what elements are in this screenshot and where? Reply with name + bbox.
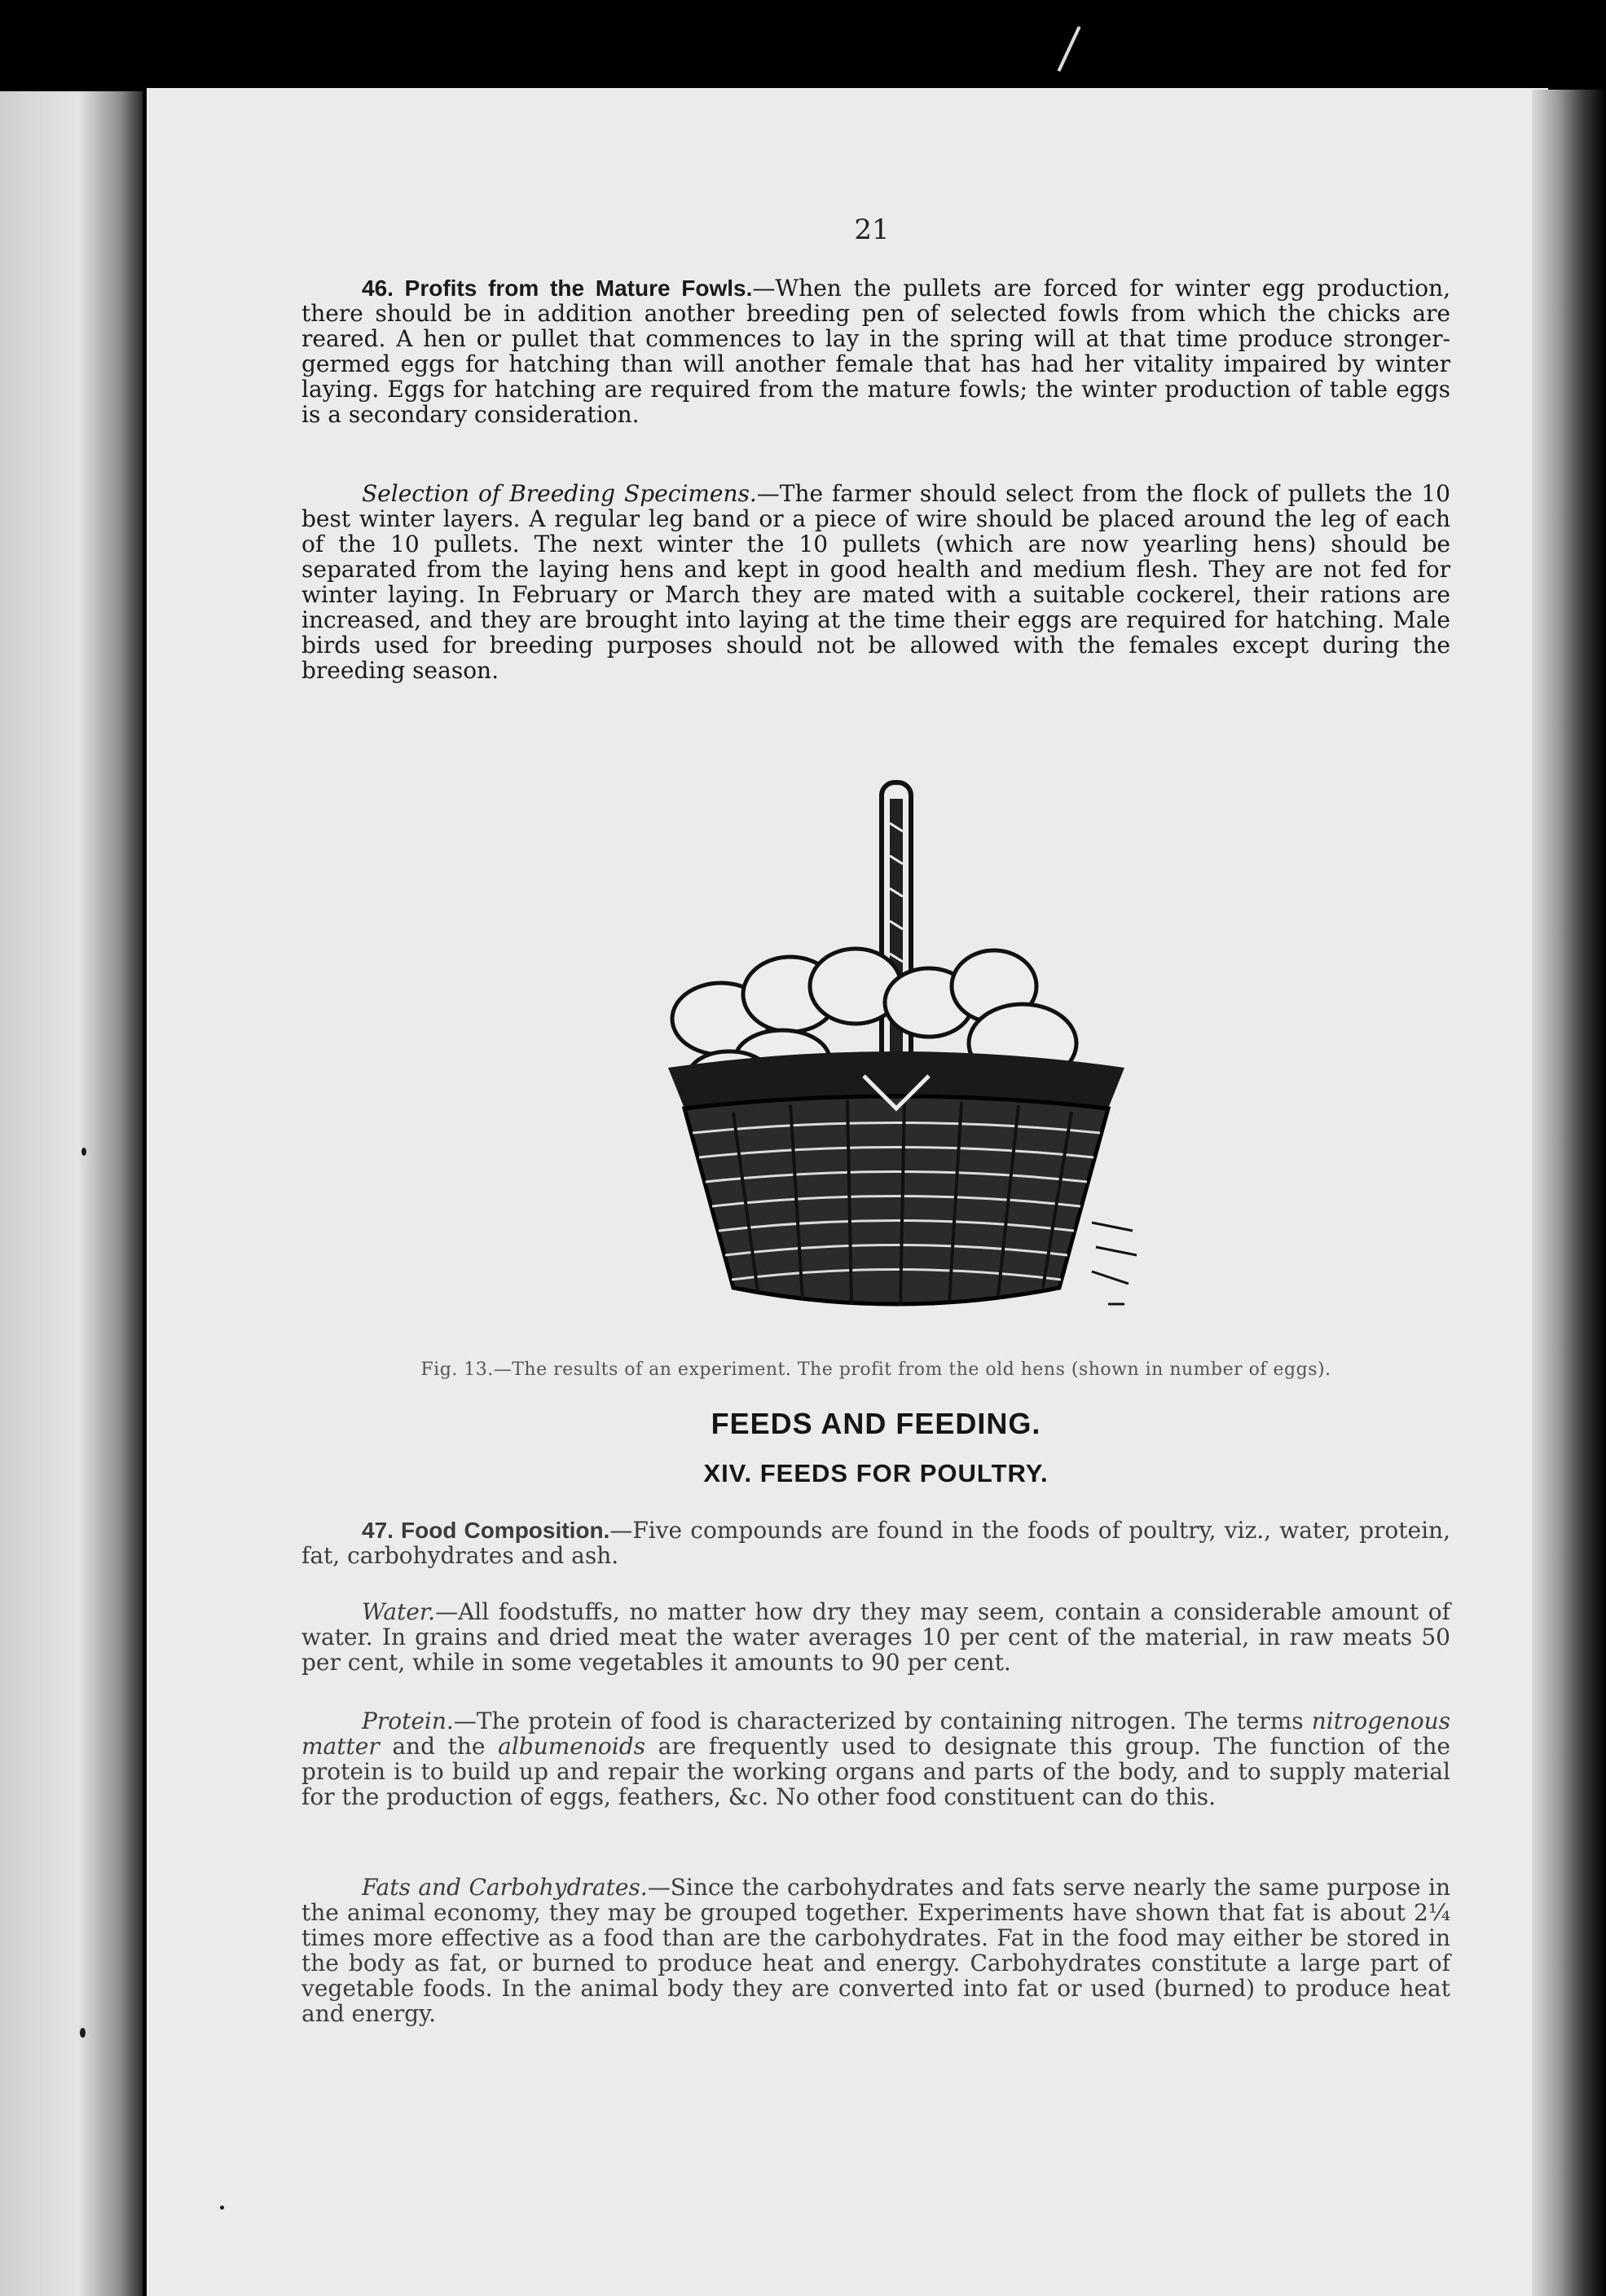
scan-mark bbox=[1058, 26, 1081, 72]
selection-title: Selection of Breeding Specimens. bbox=[362, 480, 757, 507]
section-47-text: Five compounds are found in the foods of poultry, viz., water, protein, fat, carbohydrates and ash. bbox=[301, 1517, 1450, 1569]
selection-text: The farmer should select from the flock of pullets the 10 best winter layers. A regular leg band or a piece of wire should be placed around the leg of each of the 10 pullets. The next winter the 10 pullets (which are now yearling hens) should be separated from the laying hens and kept in good health and medium flesh. They are not fed for winter laying. In February or March they are mated with a suitable cockerel, their rations are increased, and they are brought into laying at the time their eggs are required for hatching. Male birds used for breeding purposes should not be allowed with the females except during the breeding season. bbox=[301, 480, 1450, 684]
section-47-title: 47. Food Composition. bbox=[362, 1518, 610, 1543]
protein-text-a: The protein of food is characterized by containing nitrogen. The terms bbox=[476, 1708, 1304, 1734]
page-stack-edge bbox=[1532, 90, 1606, 2296]
protein-term-albumenoids: albumenoids bbox=[498, 1733, 645, 1760]
basket-body bbox=[668, 1051, 1124, 1306]
fats-text: Since the carbohydrates and fats serve nearly the same purpose in the animal economy, they may be grouped together. Experiments have shown that fat is about 2¼ times more effective as a food than are the carbohydrates. Fat in the food may either be stored in the body as fat, or burned to produce heat and energy. Carbohydrates constitute a large part of vegetable foods. In the animal body they are converted into fat or used (burned) to produce heat and energy. bbox=[301, 1874, 1451, 2027]
scan-speck bbox=[80, 2028, 86, 2038]
paragraph-47: 47. Food Composition.—Five compounds are found in the foods of poultry, viz., water, protein, fat, carbohydrates and ash. bbox=[301, 1517, 1450, 1569]
water-text: All foodstuffs, no matter how dry they may seem, contain a considerable amount of water. In grains and dried meat the water averages 10 per cent of the material, in raw meats 50 per cent, while in some vegetables it amounts to 90 per cent. bbox=[301, 1598, 1450, 1676]
paragraph-46: 46. Profits from the Mature Fowls.—When the pullets are forced for winter egg production, there should be in addition another breeding pen of selected fowls from which the chicks are reared. A hen or pullet that commences to lay in the spring will at that time produce stronger-germed eggs for hatching than will another female that has had her vitality impaired by winter laying. Eggs for hatching are required from the mature fowls; the winter production of table eggs is a secondary consideration. bbox=[301, 275, 1450, 428]
section-46-title: 46. Profits from the Mature Fowls. bbox=[362, 275, 753, 301]
scan-speck bbox=[81, 1148, 86, 1156]
protein-text-b: and the bbox=[392, 1733, 486, 1760]
adjacent-page-edge bbox=[0, 91, 143, 2296]
figure-caption: Fig. 13.—The results of an experiment. The profit from the old hens (shown in number of eggs). bbox=[420, 1360, 1331, 1380]
fats-title: Fats and Carbohydrates. bbox=[362, 1874, 648, 1901]
section-46-text: When the pullets are forced for winter egg production, there should be in addition another breeding pen of selected fowls from which the chicks are reared. A hen or pullet that commences to lay in the spring will at that time produce stronger-germed eggs for hatching than will another female that has had her vitality impaired by winter laying. Eggs for hatching are required from the mature fowls; the winter production of table eggs is a secondary consideration. bbox=[301, 275, 1450, 428]
water-title: Water. bbox=[362, 1598, 436, 1625]
page-number: 21 bbox=[854, 214, 890, 246]
paragraph-protein: Protein.—The protein of food is characterized by containing nitrogen. The terms nitrogenous matter and the albumenoids are frequently used to designate this group. The function of the protein is to build up and repair the working organs and parts of the body, and to supply material for the production of eggs, feathers, &c. No other food constituent can do this. bbox=[301, 1708, 1451, 1810]
egg-basket-illustration bbox=[652, 766, 1141, 1329]
paragraph-water: Water.—All foodstuffs, no matter how dry they may seem, contain a considerable amount of water. In grains and dried meat the water averages 10 per cent of the material, in raw meats 50 per cent, while in some vegetables it amounts to 90 per cent. bbox=[301, 1598, 1450, 1676]
paragraph-fats: Fats and Carbohydrates.—Since the carbohydrates and fats serve nearly the same purpose in the animal economy, they may be grouped together. Experiments have shown that fat is about 2¼ times more effective as a food than are the carbohydrates. Fat in the food may either be stored in the body as fat, or burned to produce heat and energy. Carbohydrates constitute a large part of vegetable foods. In the animal body they are converted into fat or used (burned) to produce heat and energy. bbox=[301, 1874, 1451, 2027]
protein-title: Protein. bbox=[362, 1708, 454, 1734]
scan-speck bbox=[220, 2206, 224, 2210]
protein-text-c: are frequently used to designate this group. The function of the protein is to build up and repair the working organs and parts of the body, and to supply material for the production of eggs, feathers, &c. No other food constituent can do this. bbox=[301, 1733, 1451, 1810]
chapter-heading: FEEDS AND FEEDING. bbox=[711, 1407, 1041, 1440]
section-heading: XIV. FEEDS FOR POULTRY. bbox=[703, 1459, 1049, 1487]
paragraph-selection: Selection of Breeding Specimens.—The farmer should select from the flock of pullets the 10 best winter layers. A regular leg band or a piece of wire should be placed around the leg of each of the 10 pullets. The next winter the 10 pullets (which are now yearling hens) should be separated from the laying hens and kept in good health and medium flesh. They are not fed for winter laying. In February or March they are mated with a suitable cockerel, their rations are increased, and they are brought into laying at the time their eggs are required for hatching. Male birds used for breeding purposes should not be allowed with the females except during the breeding season. bbox=[301, 480, 1450, 684]
basket-shadow-marks bbox=[1092, 1223, 1137, 1304]
protein-term-nitrogenous: nitrogenous matter bbox=[301, 1708, 1451, 1760]
